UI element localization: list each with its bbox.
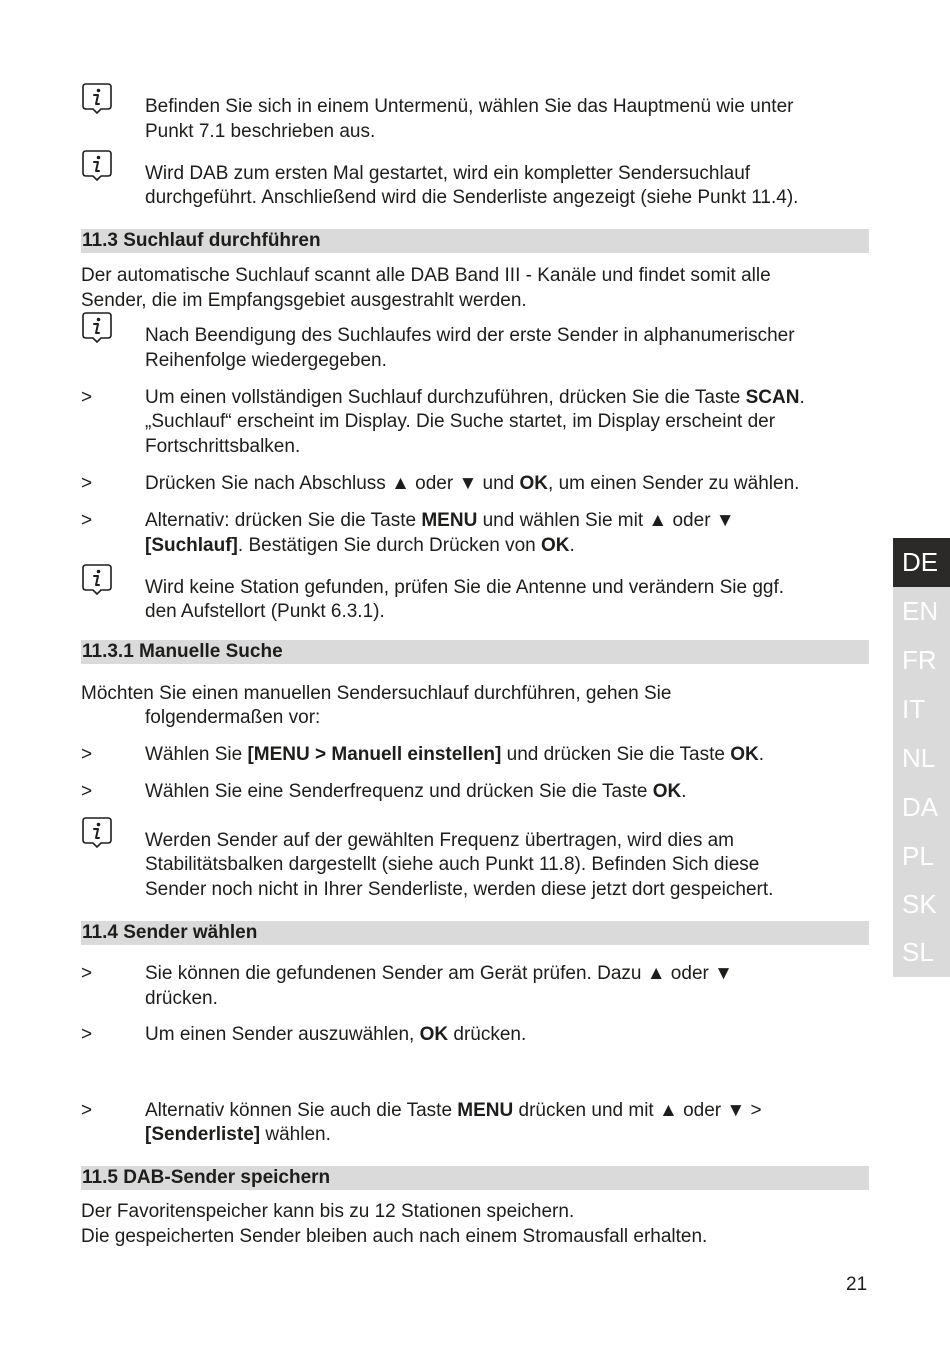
note-line: Wird DAB zum ersten Mal gestartet, wird ein kompletter Sendersuchlauf (145, 163, 751, 184)
body-line: Der Favoritenspeicher kann bis zu 12 Stationen speichern. (81, 1201, 575, 1222)
note-line: Nach Beendigung des Suchlaufes wird der erste Sender in alphanumerischer (145, 325, 795, 346)
body-line: folgendermaßen vor: (145, 707, 321, 728)
note-line: durchgeführt. Anschließend wird die Senderliste angezeigt (siehe Punkt 11.4). (145, 187, 799, 208)
step-marker: > (81, 387, 93, 408)
language-tab-sl[interactable]: SL (893, 928, 950, 977)
section-heading: 11.3 Suchlauf durchführen (81, 229, 869, 253)
language-tab-fr[interactable]: FR (893, 636, 950, 685)
note-line: Wird keine Station gefunden, prüfen Sie die Antenne und verändern Sie ggf. (145, 577, 785, 598)
step-line: Um einen Sender auszuwählen, OK drücken. (145, 1024, 527, 1045)
step-line: Alternativ: drücken Sie die Taste MENU und wählen Sie mit ▲ oder ▼ (145, 510, 735, 531)
language-tab-nl[interactable]: NL (893, 734, 950, 783)
note-line: Punkt 7.1 beschrieben aus. (145, 121, 376, 142)
note-line: den Aufstellort (Punkt 6.3.1). (145, 601, 385, 622)
info-icon (81, 149, 113, 181)
info-icon (81, 311, 113, 343)
step-line: Um einen vollständigen Suchlauf durchzuführen, drücken Sie die Taste SCAN. (145, 387, 805, 408)
language-tab-de[interactable]: DE (893, 538, 950, 587)
step-line: Drücken Sie nach Abschluss ▲ oder ▼ und OK, um einen Sender zu wählen. (145, 473, 800, 494)
info-icon (81, 82, 113, 114)
step-marker: > (81, 510, 93, 531)
step-marker: > (81, 963, 93, 984)
language-tab-da[interactable]: DA (893, 783, 950, 832)
step-line: Fortschrittsbalken. (145, 436, 301, 457)
language-tab-sk[interactable]: SK (893, 880, 950, 929)
info-icon (81, 563, 113, 595)
step-marker: > (81, 1100, 93, 1121)
section-heading: 11.4 Sender wählen (81, 921, 869, 945)
step-marker: > (81, 781, 93, 802)
step-line: „Suchlauf“ erscheint im Display. Die Suche startet, im Display erscheint der (145, 411, 776, 432)
step-marker: > (81, 1024, 93, 1045)
page-number: 21 (846, 1274, 868, 1295)
language-tab-pl[interactable]: PL (893, 832, 950, 881)
note-line: Reihenfolge wiedergegeben. (145, 350, 387, 371)
note-line: Stabilitätsbalken dargestellt (siehe auch Punkt 11.8). Befinden Sich diese (145, 854, 760, 875)
step-line: [Senderliste] wählen. (145, 1124, 331, 1145)
body-line: Möchten Sie einen manuellen Sendersuchlauf durchführen, gehen Sie (81, 683, 672, 704)
step-line: Wählen Sie [MENU > Manuell einstellen] und drücken Sie die Taste OK. (145, 744, 764, 765)
step-line: Sie können die gefundenen Sender am Gerät prüfen. Dazu ▲ oder ▼ (145, 963, 733, 984)
step-line: Alternativ können Sie auch die Taste MENU drücken und mit ▲ oder ▼ > (145, 1100, 762, 1121)
body-line: Sender, die im Empfangsgebiet ausgestrahlt werden. (81, 290, 527, 311)
step-line: Wählen Sie eine Senderfrequenz und drücken Sie die Taste OK. (145, 781, 687, 802)
step-marker: > (81, 473, 93, 494)
note-line: Sender noch nicht in Ihrer Senderliste, werden diese jetzt dort gespeichert. (145, 879, 774, 900)
step-marker: > (81, 744, 93, 765)
note-line: Werden Sender auf der gewählten Frequenz übertragen, wird dies am (145, 830, 734, 851)
section-heading: 11.5 DAB-Sender speichern (81, 1166, 869, 1190)
language-tab-en[interactable]: EN (893, 587, 950, 636)
body-line: Der automatische Suchlauf scannt alle DAB Band III - Kanäle und findet somit alle (81, 265, 771, 286)
section-heading: 11.3.1 Manuelle Suche (81, 640, 869, 664)
language-tab-it[interactable]: IT (893, 685, 950, 734)
step-line: [Suchlauf]. Bestätigen Sie durch Drücken von OK. (145, 535, 575, 556)
note-line: Befinden Sie sich in einem Untermenü, wählen Sie das Hauptmenü wie unter (145, 96, 794, 117)
info-icon (81, 816, 113, 848)
step-line: drücken. (145, 988, 218, 1009)
body-line: Die gespeicherten Sender bleiben auch nach einem Stromausfall erhalten. (81, 1226, 708, 1247)
